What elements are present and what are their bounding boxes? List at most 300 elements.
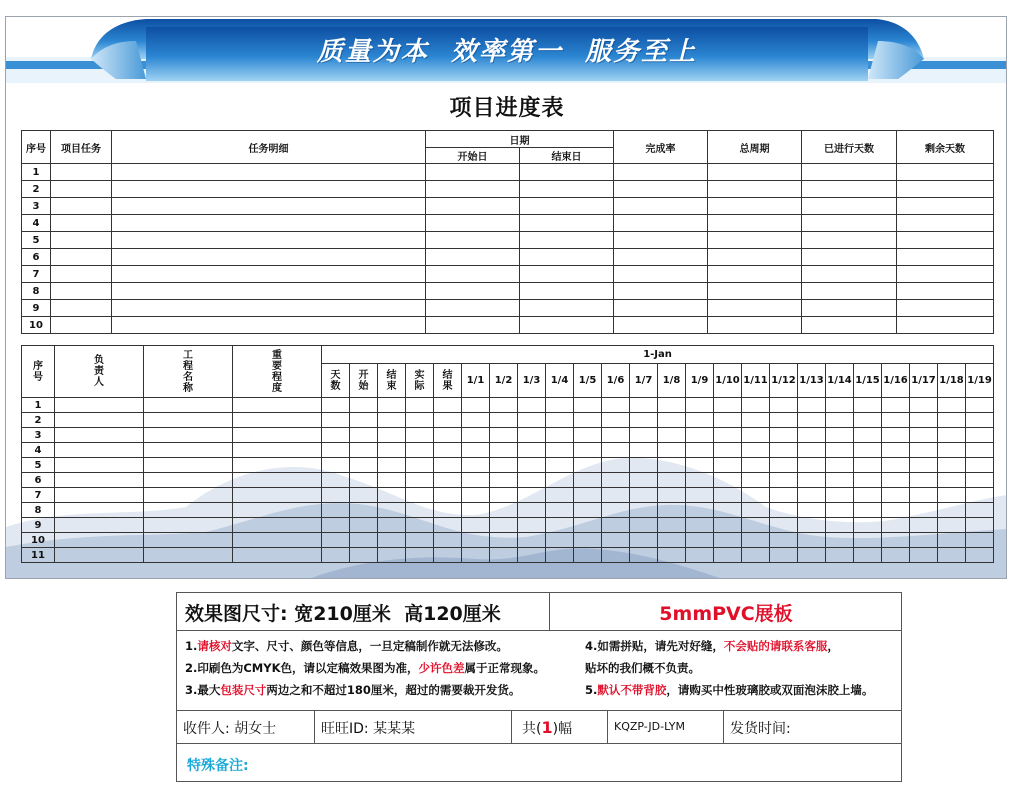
empty-cell [826,503,854,518]
row-number: 4 [22,215,51,232]
empty-cell [406,518,434,533]
empty-cell [630,548,658,563]
empty-cell [614,198,708,215]
empty-cell [630,428,658,443]
empty-cell [406,458,434,473]
empty-cell [51,164,112,181]
empty-cell [630,533,658,548]
empty-cell [854,443,882,458]
empty-cell [144,488,233,503]
empty-cell [630,413,658,428]
material-label: 5mmPVC展板 [659,603,793,625]
empty-cell [882,503,910,518]
row-number: 6 [22,249,51,266]
table-row [22,317,994,334]
empty-cell [614,249,708,266]
empty-cell [854,518,882,533]
empty-cell [378,473,406,488]
note-line: 5.默认不带背胶，请购买中性玻璃胶或双面泡沫胶上墙。 [585,683,874,697]
empty-cell [462,548,490,563]
empty-cell [350,458,378,473]
empty-cell [910,548,938,563]
size-label: 效果图尺寸: 宽210厘米 高120厘米 [177,593,550,630]
empty-cell [350,473,378,488]
empty-cell [770,488,798,503]
empty-cell [520,215,614,232]
empty-cell [233,473,322,488]
empty-cell [658,473,686,488]
empty-cell [426,164,520,181]
date-column-header: 1/11 [742,364,770,398]
col-start-date: 开始日 [426,148,520,164]
empty-cell [144,443,233,458]
empty-cell [826,488,854,503]
col-index: 序号 [22,131,51,164]
empty-cell [490,503,518,518]
empty-cell [490,458,518,473]
empty-cell [897,181,994,198]
empty-cell [112,181,426,198]
empty-cell [490,488,518,503]
table-row [22,443,994,458]
empty-cell [910,473,938,488]
count-field: 共(1)幅 [512,711,608,744]
empty-cell [938,413,966,428]
shipping-row [177,710,901,744]
empty-cell [426,283,520,300]
empty-cell [658,548,686,563]
empty-cell [826,428,854,443]
row-number: 3 [22,428,55,443]
empty-cell [938,548,966,563]
empty-cell [112,300,426,317]
table-row [22,518,994,533]
date-column-header: 1/15 [854,364,882,398]
empty-cell [233,398,322,413]
empty-cell [798,548,826,563]
spec-header [177,593,901,631]
col-total-period: 总周期 [708,131,802,164]
empty-cell [574,488,602,503]
empty-cell [708,266,802,283]
empty-cell [51,317,112,334]
empty-cell [897,283,994,300]
empty-cell [426,215,520,232]
empty-cell [144,473,233,488]
empty-cell [233,458,322,473]
empty-cell [546,488,574,503]
empty-cell [378,548,406,563]
empty-cell [897,317,994,334]
empty-cell [770,503,798,518]
empty-cell [686,428,714,443]
date-column-header: 1/5 [574,364,602,398]
date-column-header: 1/3 [518,364,546,398]
note-line: 2.印刷色为CMYK色，请以定稿效果图为准，少许色差属于正常现象。 [185,661,545,675]
empty-cell [882,518,910,533]
table-row [22,164,994,181]
empty-cell [614,164,708,181]
empty-cell [708,300,802,317]
schedule-gantt-table [21,345,994,563]
empty-cell [462,473,490,488]
empty-cell [938,398,966,413]
empty-cell [686,473,714,488]
empty-cell [882,533,910,548]
empty-cell [55,413,144,428]
empty-cell [520,164,614,181]
empty-cell [574,428,602,443]
date-column-header: 1/17 [910,364,938,398]
empty-cell [602,473,630,488]
table-row [22,428,994,443]
empty-cell [798,488,826,503]
row-number: 5 [22,232,51,249]
date-column-header: 1/1 [462,364,490,398]
project-progress-table [21,130,994,334]
empty-cell [708,164,802,181]
empty-cell [742,413,770,428]
empty-cell [378,503,406,518]
table-row [22,488,994,503]
empty-cell [938,443,966,458]
empty-cell [602,413,630,428]
empty-cell [322,413,350,428]
empty-cell [966,503,994,518]
empty-cell [434,398,462,413]
date-column-header: 1/14 [826,364,854,398]
row-number: 11 [22,548,55,563]
empty-cell [434,518,462,533]
empty-cell [826,548,854,563]
empty-cell [798,443,826,458]
empty-cell [144,548,233,563]
empty-cell [322,398,350,413]
empty-cell [350,428,378,443]
empty-cell [882,458,910,473]
empty-cell [770,458,798,473]
row-number: 10 [22,533,55,548]
row-number: 2 [22,413,55,428]
empty-cell [630,458,658,473]
empty-cell [350,518,378,533]
date-column-header: 1/16 [882,364,910,398]
empty-cell [714,413,742,428]
date-column-header: 1/6 [602,364,630,398]
empty-cell [614,317,708,334]
empty-cell [714,458,742,473]
date-column-header: 1/19 [966,364,994,398]
empty-cell [518,518,546,533]
empty-cell [658,488,686,503]
empty-cell [770,413,798,428]
col2-month: 1-Jan [322,346,994,364]
empty-cell [910,503,938,518]
empty-cell [826,458,854,473]
empty-cell [714,428,742,443]
empty-cell [490,548,518,563]
empty-cell [55,458,144,473]
empty-cell [658,518,686,533]
empty-cell [854,398,882,413]
empty-cell [546,428,574,443]
empty-cell [686,413,714,428]
empty-cell [708,249,802,266]
row-number: 5 [22,458,55,473]
empty-cell [518,548,546,563]
empty-cell [910,413,938,428]
empty-cell [378,533,406,548]
empty-cell [322,503,350,518]
empty-cell [546,473,574,488]
empty-cell [854,503,882,518]
empty-cell [406,413,434,428]
empty-cell [897,215,994,232]
empty-cell [518,473,546,488]
empty-cell [406,428,434,443]
empty-cell [490,428,518,443]
empty-cell [51,283,112,300]
empty-cell [938,503,966,518]
empty-cell [490,413,518,428]
empty-cell [882,473,910,488]
empty-cell [938,488,966,503]
note-line: 1.请核对文字、尺寸、颜色等信息，一旦定稿制作就无法修改。 [185,639,508,653]
col2-index: 序 号 [22,346,55,398]
table-row [22,283,994,300]
empty-cell [112,232,426,249]
date-column-header: 1/18 [938,364,966,398]
table-row [22,300,994,317]
row-number: 7 [22,266,51,283]
date-column-header: 1/7 [630,364,658,398]
empty-cell [434,473,462,488]
empty-cell [802,164,897,181]
empty-cell [518,488,546,503]
empty-cell [802,317,897,334]
empty-cell [882,443,910,458]
empty-cell [770,518,798,533]
empty-cell [233,503,322,518]
col2-priority: 重 要 程 度 [233,346,322,398]
empty-cell [434,548,462,563]
empty-cell [112,317,426,334]
date-column-header: 1/8 [658,364,686,398]
empty-cell [630,488,658,503]
board-title: 项目进度表 [449,96,565,121]
empty-cell [574,443,602,458]
empty-cell [426,317,520,334]
row-number: 9 [22,518,55,533]
empty-cell [350,413,378,428]
empty-cell [686,458,714,473]
empty-cell [233,443,322,458]
table-row [22,398,994,413]
empty-cell [938,428,966,443]
empty-cell [714,398,742,413]
empty-cell [233,488,322,503]
col2-owner: 负 责 人 [55,346,144,398]
empty-cell [520,266,614,283]
empty-cell [434,413,462,428]
empty-cell [602,518,630,533]
empty-cell [798,473,826,488]
empty-cell [938,458,966,473]
empty-cell [826,413,854,428]
empty-cell [546,503,574,518]
empty-cell [742,443,770,458]
empty-cell [686,398,714,413]
table-row [22,266,994,283]
date-column-header: 1/13 [798,364,826,398]
empty-cell [630,398,658,413]
empty-cell [882,548,910,563]
empty-cell [882,488,910,503]
empty-cell [897,266,994,283]
empty-cell [602,488,630,503]
empty-cell [882,428,910,443]
empty-cell [966,398,994,413]
empty-cell [434,503,462,518]
empty-cell [378,443,406,458]
table-row [22,215,994,232]
empty-cell [910,518,938,533]
empty-cell [798,533,826,548]
empty-cell [434,458,462,473]
empty-cell [426,232,520,249]
empty-cell [51,198,112,215]
empty-cell [742,533,770,548]
empty-cell [854,488,882,503]
empty-cell [966,443,994,458]
empty-cell [658,533,686,548]
empty-cell [966,533,994,548]
empty-cell [520,283,614,300]
empty-cell [546,533,574,548]
empty-cell [802,249,897,266]
empty-cell [742,458,770,473]
row-number: 8 [22,283,51,300]
empty-cell [51,249,112,266]
empty-cell [897,300,994,317]
row-number: 1 [22,164,51,181]
table-row [22,473,994,488]
empty-cell [802,283,897,300]
empty-cell [518,398,546,413]
empty-cell [770,443,798,458]
empty-cell [520,249,614,266]
empty-cell [798,398,826,413]
empty-cell [55,428,144,443]
empty-cell [770,533,798,548]
empty-cell [406,473,434,488]
table-row [22,548,994,563]
empty-cell [910,443,938,458]
empty-cell [426,249,520,266]
empty-cell [462,428,490,443]
table-row [22,232,994,249]
empty-cell [350,443,378,458]
empty-cell [802,215,897,232]
empty-cell [658,398,686,413]
empty-cell [574,518,602,533]
empty-cell [520,317,614,334]
col2-days: 天 数 [322,364,350,398]
row-number: 4 [22,443,55,458]
col2-end: 结 束 [378,364,406,398]
date-column-header: 1/10 [714,364,742,398]
empty-cell [518,503,546,518]
table-row [22,458,994,473]
empty-cell [406,488,434,503]
empty-cell [966,473,994,488]
empty-cell [520,300,614,317]
empty-cell [686,488,714,503]
empty-cell [770,548,798,563]
empty-cell [462,518,490,533]
empty-cell [708,283,802,300]
empty-cell [658,443,686,458]
empty-cell [897,198,994,215]
col2-result: 结 果 [434,364,462,398]
empty-cell [233,518,322,533]
empty-cell [322,518,350,533]
empty-cell [426,266,520,283]
empty-cell [802,266,897,283]
empty-cell [614,215,708,232]
empty-cell [602,548,630,563]
date-column-header: 1/9 [686,364,714,398]
empty-cell [406,533,434,548]
empty-cell [686,503,714,518]
empty-cell [826,518,854,533]
empty-cell [742,503,770,518]
empty-cell [434,428,462,443]
empty-cell [574,473,602,488]
empty-cell [910,458,938,473]
empty-cell [798,503,826,518]
empty-cell [51,300,112,317]
empty-cell [742,428,770,443]
empty-cell [826,533,854,548]
empty-cell [798,458,826,473]
empty-cell [462,533,490,548]
empty-cell [406,398,434,413]
empty-cell [112,215,426,232]
empty-cell [614,232,708,249]
empty-cell [602,503,630,518]
empty-cell [520,198,614,215]
empty-cell [406,548,434,563]
empty-cell [802,300,897,317]
empty-cell [708,198,802,215]
empty-cell [426,300,520,317]
empty-cell [938,473,966,488]
empty-cell [322,428,350,443]
empty-cell [708,215,802,232]
empty-cell [658,458,686,473]
empty-cell [686,548,714,563]
empty-cell [322,488,350,503]
empty-cell [854,473,882,488]
empty-cell [826,443,854,458]
empty-cell [378,428,406,443]
empty-cell [112,249,426,266]
empty-cell [714,548,742,563]
empty-cell [966,518,994,533]
empty-cell [966,548,994,563]
table-row [22,181,994,198]
